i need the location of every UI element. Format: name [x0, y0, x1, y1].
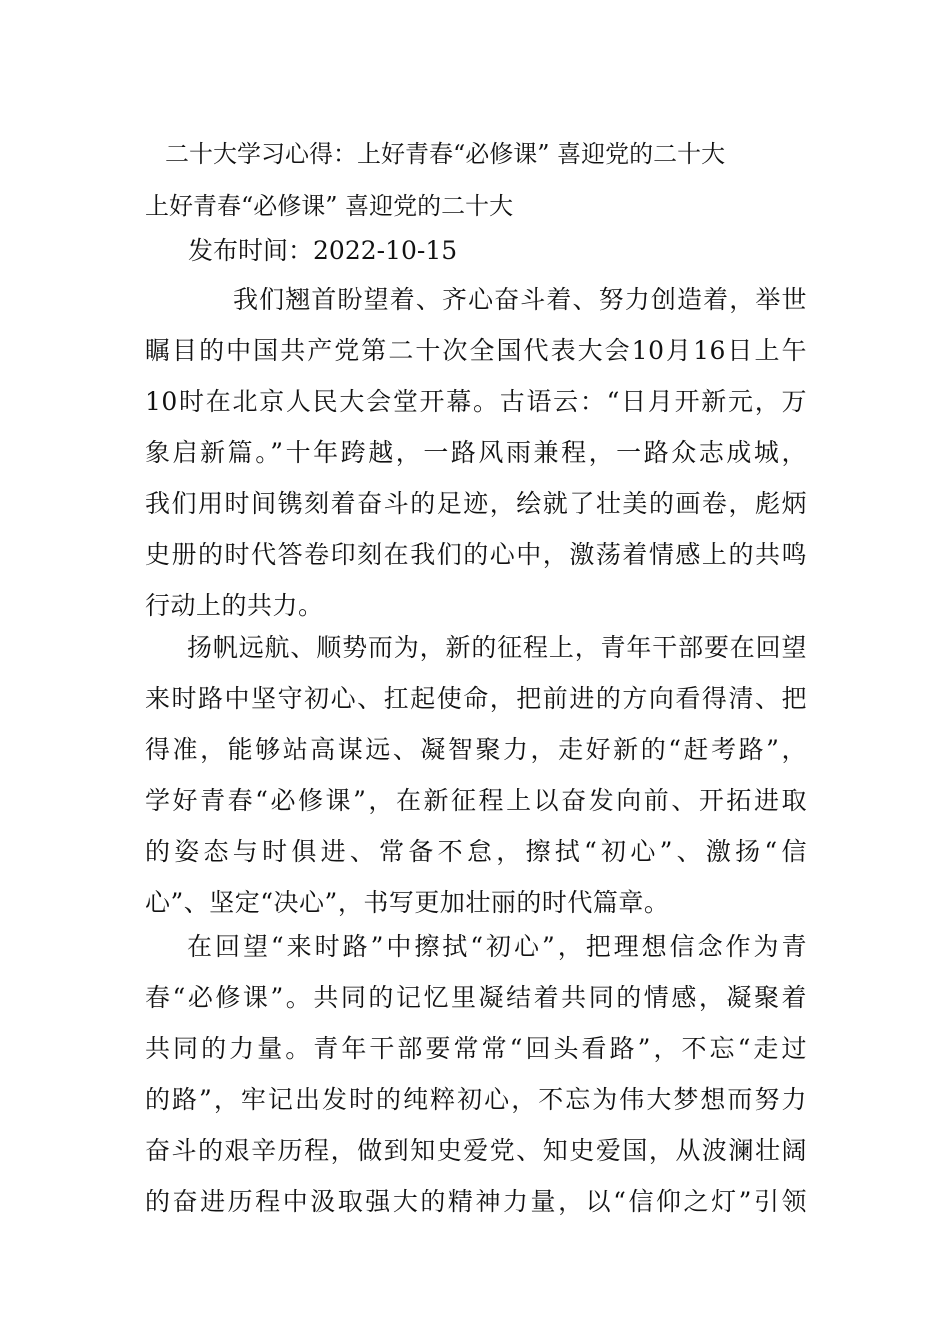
- title-line-1: 二十大学习心得：上好青春“必修课” 喜迎党的二十大: [165, 140, 726, 168]
- paragraph-line: 行动上的共力。: [145, 591, 324, 620]
- paragraph-line: 我们用时间镌刻着奋斗的足迹，绘就了壮美的画卷，彪炳: [145, 489, 807, 518]
- paragraph-line: 的奋进历程中汲取强大的精神力量，以“信仰之灯”引领: [145, 1187, 807, 1216]
- publish-date-line: [188, 228, 457, 274]
- paragraph-line: 的姿态与时俱进、常备不怠，擦拭“初心”、激扬“信: [145, 837, 807, 866]
- paragraph-line: 在回望“来时路”中擦拭“初心”，把理想信念作为青: [187, 932, 807, 961]
- paragraph-3: [145, 921, 807, 1227]
- paragraph-line: 象启新篇。”十年跨越，一路风雨兼程，一路众志成城，: [145, 438, 807, 467]
- paragraph-line: 得准，能够站高谋远、凝智聚力，走好新的“赶考路”，: [145, 735, 807, 764]
- paragraph-line: 共同的力量。青年干部要常常“回头看路”，不忘“走过: [145, 1034, 807, 1063]
- publish-date: 2022-10-15: [313, 236, 458, 265]
- paragraph-line: 春“必修课”。共同的记忆里凝结着共同的情感，凝聚着: [145, 983, 807, 1012]
- paragraph-line: 10时在北京人民大会堂开幕。古语云：“日月开新元，万: [145, 387, 807, 416]
- paragraph-line: 扬帆远航、顺势而为，新的征程上，青年干部要在回望: [187, 633, 807, 662]
- paragraph-line: 学好青春“必修课”，在新征程上以奋发向前、开拓进取: [145, 786, 807, 815]
- publish-label: 发布时间：: [188, 236, 314, 265]
- paragraph-line: 我们翘首盼望着、齐心奋斗着、努力创造着，举世: [233, 285, 807, 314]
- paragraph-line: 的路”，牢记出发时的纯粹初心，不忘为伟大梦想而努力: [145, 1085, 807, 1114]
- paragraph-line: 来时路中坚守初心、扛起使命，把前进的方向看得清、把: [145, 684, 807, 713]
- title-line-2: 上好青春“必修课” 喜迎党的二十大: [145, 192, 514, 220]
- paragraph-line: 奋斗的艰辛历程，做到知史爱党、知史爱国，从波澜壮阔: [145, 1136, 807, 1165]
- paragraph-line: 瞩目的中国共产党第二十次全国代表大会10月16日上午: [145, 336, 808, 365]
- title-block: [145, 128, 825, 232]
- paragraph-1: [145, 274, 807, 631]
- paragraph-2: [145, 622, 807, 928]
- paragraph-line: 心”、坚定“决心”，书写更加壮丽的时代篇章。: [145, 888, 670, 917]
- paragraph-line: 史册的时代答卷印刻在我们的心中，激荡着情感上的共鸣: [145, 540, 807, 569]
